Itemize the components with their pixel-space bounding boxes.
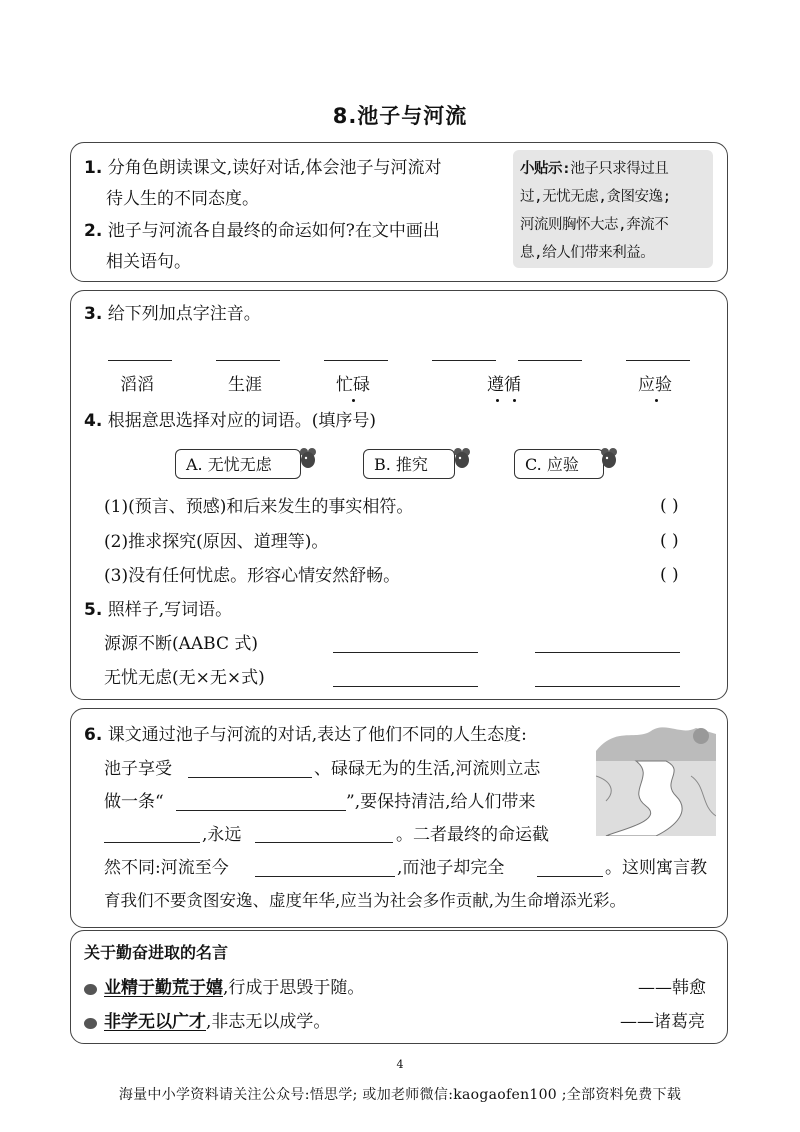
choice-c: C. 应验 [514, 449, 604, 479]
pinyin-blank[interactable] [108, 360, 172, 361]
q6-l2b: 、碌碌无为的生活,河流则立志 [314, 759, 541, 779]
q6-l3a: 做一条“ [104, 792, 164, 812]
q5-row2: 无忧无虑(无×无×式) [104, 668, 265, 688]
tip-line2: 过,无忧无虑,贪图安逸; [520, 189, 671, 205]
answer-blank[interactable] [176, 810, 346, 811]
q4-item-1: (1)(预言、预感)和后来发生的事实相符。 [104, 497, 414, 517]
q6-l4b: 。二者最终的命运截 [396, 825, 549, 845]
pinyin-blank[interactable] [518, 360, 582, 361]
q6-l3b: ”,要保持清洁,给人们带来 [346, 792, 536, 812]
q1-line2: 待人生的不同态度。 [106, 189, 259, 209]
word: 生涯 [228, 375, 262, 395]
answer-blank[interactable] [333, 652, 478, 653]
answer-blank[interactable] [104, 842, 200, 843]
emphasis-dot [352, 399, 355, 402]
answer-blank[interactable] [255, 876, 395, 877]
q4-item-3: (3)没有任何忧虑。形容心情安然舒畅。 [104, 566, 401, 586]
river-illustration [596, 716, 716, 836]
word: 遵循 [487, 375, 521, 395]
pinyin-blank[interactable] [626, 360, 690, 361]
answer-blank[interactable] [535, 686, 680, 687]
word: 滔滔 [120, 375, 154, 395]
pinyin-blank[interactable] [324, 360, 388, 361]
tip-line4: 息,给人们带来利益。 [520, 245, 655, 261]
quote-2: 非学无以广才,非志无以成学。 [104, 1012, 331, 1032]
koala-icon [600, 447, 618, 469]
word: 忙碌 [336, 375, 370, 395]
q6-l2a: 池子享受 [104, 759, 172, 779]
footer-note: 海量中小学资料请关注公众号:悟思学; 或加老师微信:kaogaofen100 ;全部资料免费下载 [118, 1087, 682, 1103]
answer-blank[interactable] [333, 686, 478, 687]
emphasis-dot [655, 399, 658, 402]
koala-icon [299, 447, 317, 469]
quotes-heading: 关于勤奋进取的名言 [84, 943, 229, 962]
answer-paren[interactable]: ( ) [660, 531, 679, 551]
answer-paren[interactable]: ( ) [660, 565, 679, 585]
pinyin-blank[interactable] [432, 360, 496, 361]
koala-icon [453, 447, 471, 469]
page-title: 8.池子与河流 [332, 104, 468, 128]
choice-b: B. 推究 [363, 449, 455, 479]
q4-item-2: (2)推求探究(原因、道理等)。 [104, 532, 329, 552]
q1-line1: 1. 分角色朗读课文,读好对话,体会池子与河流对 [84, 158, 442, 178]
page-number: 4 [396, 1058, 404, 1071]
q3-prompt: 3. 给下列加点字注音。 [84, 304, 261, 324]
answer-paren[interactable]: ( ) [660, 496, 679, 516]
q6-l5c: 。这则寓言教 [605, 858, 707, 878]
emphasis-dot [513, 399, 516, 402]
q6-l4a: ,永远 [202, 825, 242, 845]
quote-2-author: ——诸葛亮 [620, 1012, 705, 1032]
answer-blank[interactable] [537, 876, 603, 877]
answer-blank[interactable] [255, 842, 393, 843]
q6-l5b: ,而池子却完全 [397, 858, 505, 878]
q6-line1: 6. 课文通过池子与河流的对话,表达了他们不同的人生态度: [84, 725, 527, 745]
leaf-bullet-icon [84, 984, 97, 995]
q2-line2: 相关语句。 [106, 252, 191, 272]
pinyin-blank[interactable] [216, 360, 280, 361]
choice-a: A. 无忧无虑 [175, 449, 301, 479]
quote-1-author: ——韩愈 [638, 978, 706, 998]
tip-line1: 小贴示:池子只求得过且 [520, 161, 669, 177]
q6-l5a: 然不同:河流至今 [104, 858, 229, 878]
emphasis-dot [496, 399, 499, 402]
answer-blank[interactable] [535, 652, 680, 653]
leaf-bullet-icon [84, 1018, 97, 1029]
q2-line1: 2. 池子与河流各自最终的命运如何?在文中画出 [84, 221, 440, 241]
quote-1: 业精于勤荒于嬉,行成于思毁于随。 [104, 978, 365, 998]
q5-prompt: 5. 照样子,写词语。 [84, 600, 233, 620]
tip-line3: 河流则胸怀大志,奔流不 [520, 217, 669, 233]
q4-prompt: 4. 根据意思选择对应的词语。(填序号) [84, 411, 376, 431]
answer-blank[interactable] [188, 777, 312, 778]
q6-line6: 育我们不要贪图安逸、虚度年华,应当为社会多作贡献,为生命增添光彩。 [104, 891, 626, 910]
q5-row1: 源源不断(AABC 式) [104, 634, 259, 654]
word: 应验 [638, 375, 672, 395]
